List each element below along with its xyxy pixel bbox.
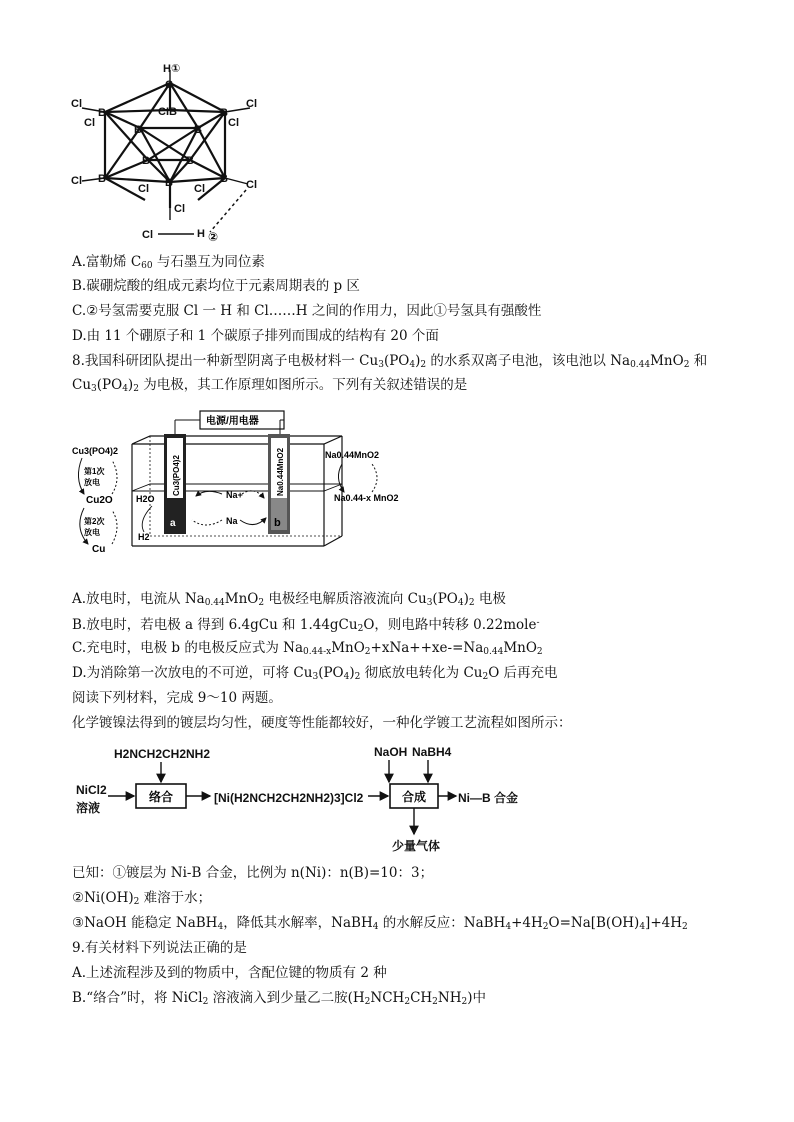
known-3: ③NaOH 能稳定 NaBH$_4$，降低其水解率，NaBH$_4$ 的水解反应：$NaBH_4+4H_2O=Na[B(OH)_4]+4H_2$ (72, 915, 688, 932)
nabh4-label: NaBH4 (412, 745, 452, 759)
q9-option-b: B.“络合”时，将 NiCl$_2$ 溶液滴入到少量乙二胺$(H_2NCH_2CH_2NH_2)$中 (72, 990, 487, 1007)
label-cl: Cl (194, 183, 205, 195)
passage-intro: 阅读下列材料，完成 9～10 两题。 (72, 690, 282, 706)
solution-label: 溶液 (76, 801, 101, 815)
second-discharge-label: 第2次 (84, 517, 105, 526)
nicl2-label: NiCl2 (76, 783, 107, 797)
electrode-a-label: Cu3(PO4)2 (172, 455, 181, 496)
complex-label: [Ni(H2NCH2CH2NH2)3]Cl2 (214, 791, 364, 805)
label-b: B (98, 107, 106, 119)
process-flow-figure (72, 740, 542, 858)
label-b: B (194, 124, 202, 136)
q7-option-d: D.由 11 个硼原子和 1 个碳原子排列而围成的结构有 20 个面 (72, 328, 439, 344)
electrode-b-letter: b (274, 517, 281, 529)
step-synthesis: 合成 (402, 790, 427, 804)
label-cl: Cl (246, 179, 257, 191)
label-circle-2: ② (208, 230, 219, 244)
step-complexation: 络合 (149, 790, 174, 804)
label-c: C (165, 79, 173, 91)
label-cl: Cl (84, 117, 95, 129)
label-h1: H① (163, 63, 181, 75)
q8-option-d: D.为消除第一次放电的不可逆，可将 $Cu_3(PO_4)_2$ 彻底放电转化为 $Cu_2O$ 后再充电 (72, 665, 558, 682)
electrode-b-label: Na0.44MnO2 (276, 447, 285, 496)
q7-option-b: B.碳硼烷酸的组成元素均位于元素周期表的 p 区 (72, 278, 360, 294)
q8-option-c: C.充电时，电极 b 的电极反应式为 $Na_{0.44-x}MnO_2+xNa++xe-=Na_{0.44}MnO_2$ (72, 640, 543, 657)
q7-option-a: A.富勒烯 $C_{60}$ 与石墨互为同位素 (72, 254, 265, 271)
known-2: $②Ni(OH)_2$ 难溶于水； (72, 890, 212, 907)
label-cl: Cl (246, 98, 257, 110)
label-b: B (142, 155, 150, 167)
cu-label: Cu (92, 544, 106, 555)
na044mno2-label: Na0.44MnO2 (325, 450, 380, 460)
first-discharge-label: 第1次 (84, 467, 105, 476)
label-b: B (165, 177, 173, 189)
label-b: B (134, 124, 142, 136)
power-label: 电源/用电器 (206, 416, 259, 427)
passage-desc: 化学镀镍法得到的镀层均匀性，硬度等性能都较好，一种化学镀工艺流程如图所示： (72, 715, 572, 731)
label-h2: H (197, 228, 205, 240)
label-b: B (220, 107, 228, 119)
ethylenediamine-label: H2NCH2CH2NH2 (114, 747, 211, 761)
q8-stem-line2: $Cu_3(PO_4)_2$ 为电极，其工作原理如图所示。下列有关叙述错误的是 (72, 377, 468, 394)
cu3po42-label: Cu3(PO4)2 (72, 446, 119, 456)
discharge-label: 放电 (84, 528, 100, 537)
label-cl: Cl (71, 98, 82, 110)
label-cl: Cl (142, 229, 153, 241)
label-cl: Cl (71, 175, 82, 187)
na-label: Na (226, 516, 238, 526)
h2-label: H2 (138, 532, 150, 542)
label-cib: CIB (158, 106, 177, 118)
label-cl: Cl (138, 183, 149, 195)
discharge-label: 放电 (84, 478, 100, 487)
h2o-label: H2O (136, 494, 155, 504)
label-cl: Cl (174, 203, 185, 215)
carborane-structure-figure (70, 60, 270, 245)
label-cl: Cl (228, 117, 239, 129)
q8-option-b: B.放电时，若电极 a 得到 6.4gCu 和 1.44gCu$_2$O，则电路中转移 0.22mole- (72, 617, 540, 634)
electrode-a-letter: a (170, 518, 176, 529)
na-plus-label: Na+ (226, 490, 243, 500)
naoh-label: NaOH (374, 745, 408, 759)
gas-label: 少量气体 (392, 839, 441, 853)
product-label: Ni—B 合金 (458, 791, 519, 805)
na044xmno2-label: Na0.44-x MnO2 (334, 493, 399, 503)
label-b: B (98, 173, 106, 185)
battery-diagram-figure (72, 406, 412, 578)
label-b: B (186, 155, 194, 167)
q9-stem: 9.有关材料下列说法正确的是 (72, 940, 247, 956)
q8-option-a: A.放电时，电流从 $Na_{0.44}MnO_2$ 电极经电解质溶液流向 $Cu_3(PO_4)_2$ 电极 (72, 591, 506, 608)
label-b: B (220, 173, 228, 185)
q7-option-c: C.②号氢需要克服 Cl 一 H 和 Cl……H 之间的作用力，因此①号氢具有强酸性 (72, 303, 542, 319)
q8-stem-line1: 8.我国科研团队提出一种新型阴离子电极材料一 $Cu_3(PO_4)_2$ 的水系双离子电池，该电池以 $Na_{0.44}MnO_2$ 和 (72, 353, 708, 370)
q9-option-a: A.上述流程涉及到的物质中，含配位键的物质有 2 种 (72, 965, 387, 981)
known-1: 已知：①镀层为 Ni-B 合金，比例为 n(Ni)：n(B)=10：3； (72, 865, 434, 881)
cu2o-label: Cu2O (86, 495, 113, 506)
